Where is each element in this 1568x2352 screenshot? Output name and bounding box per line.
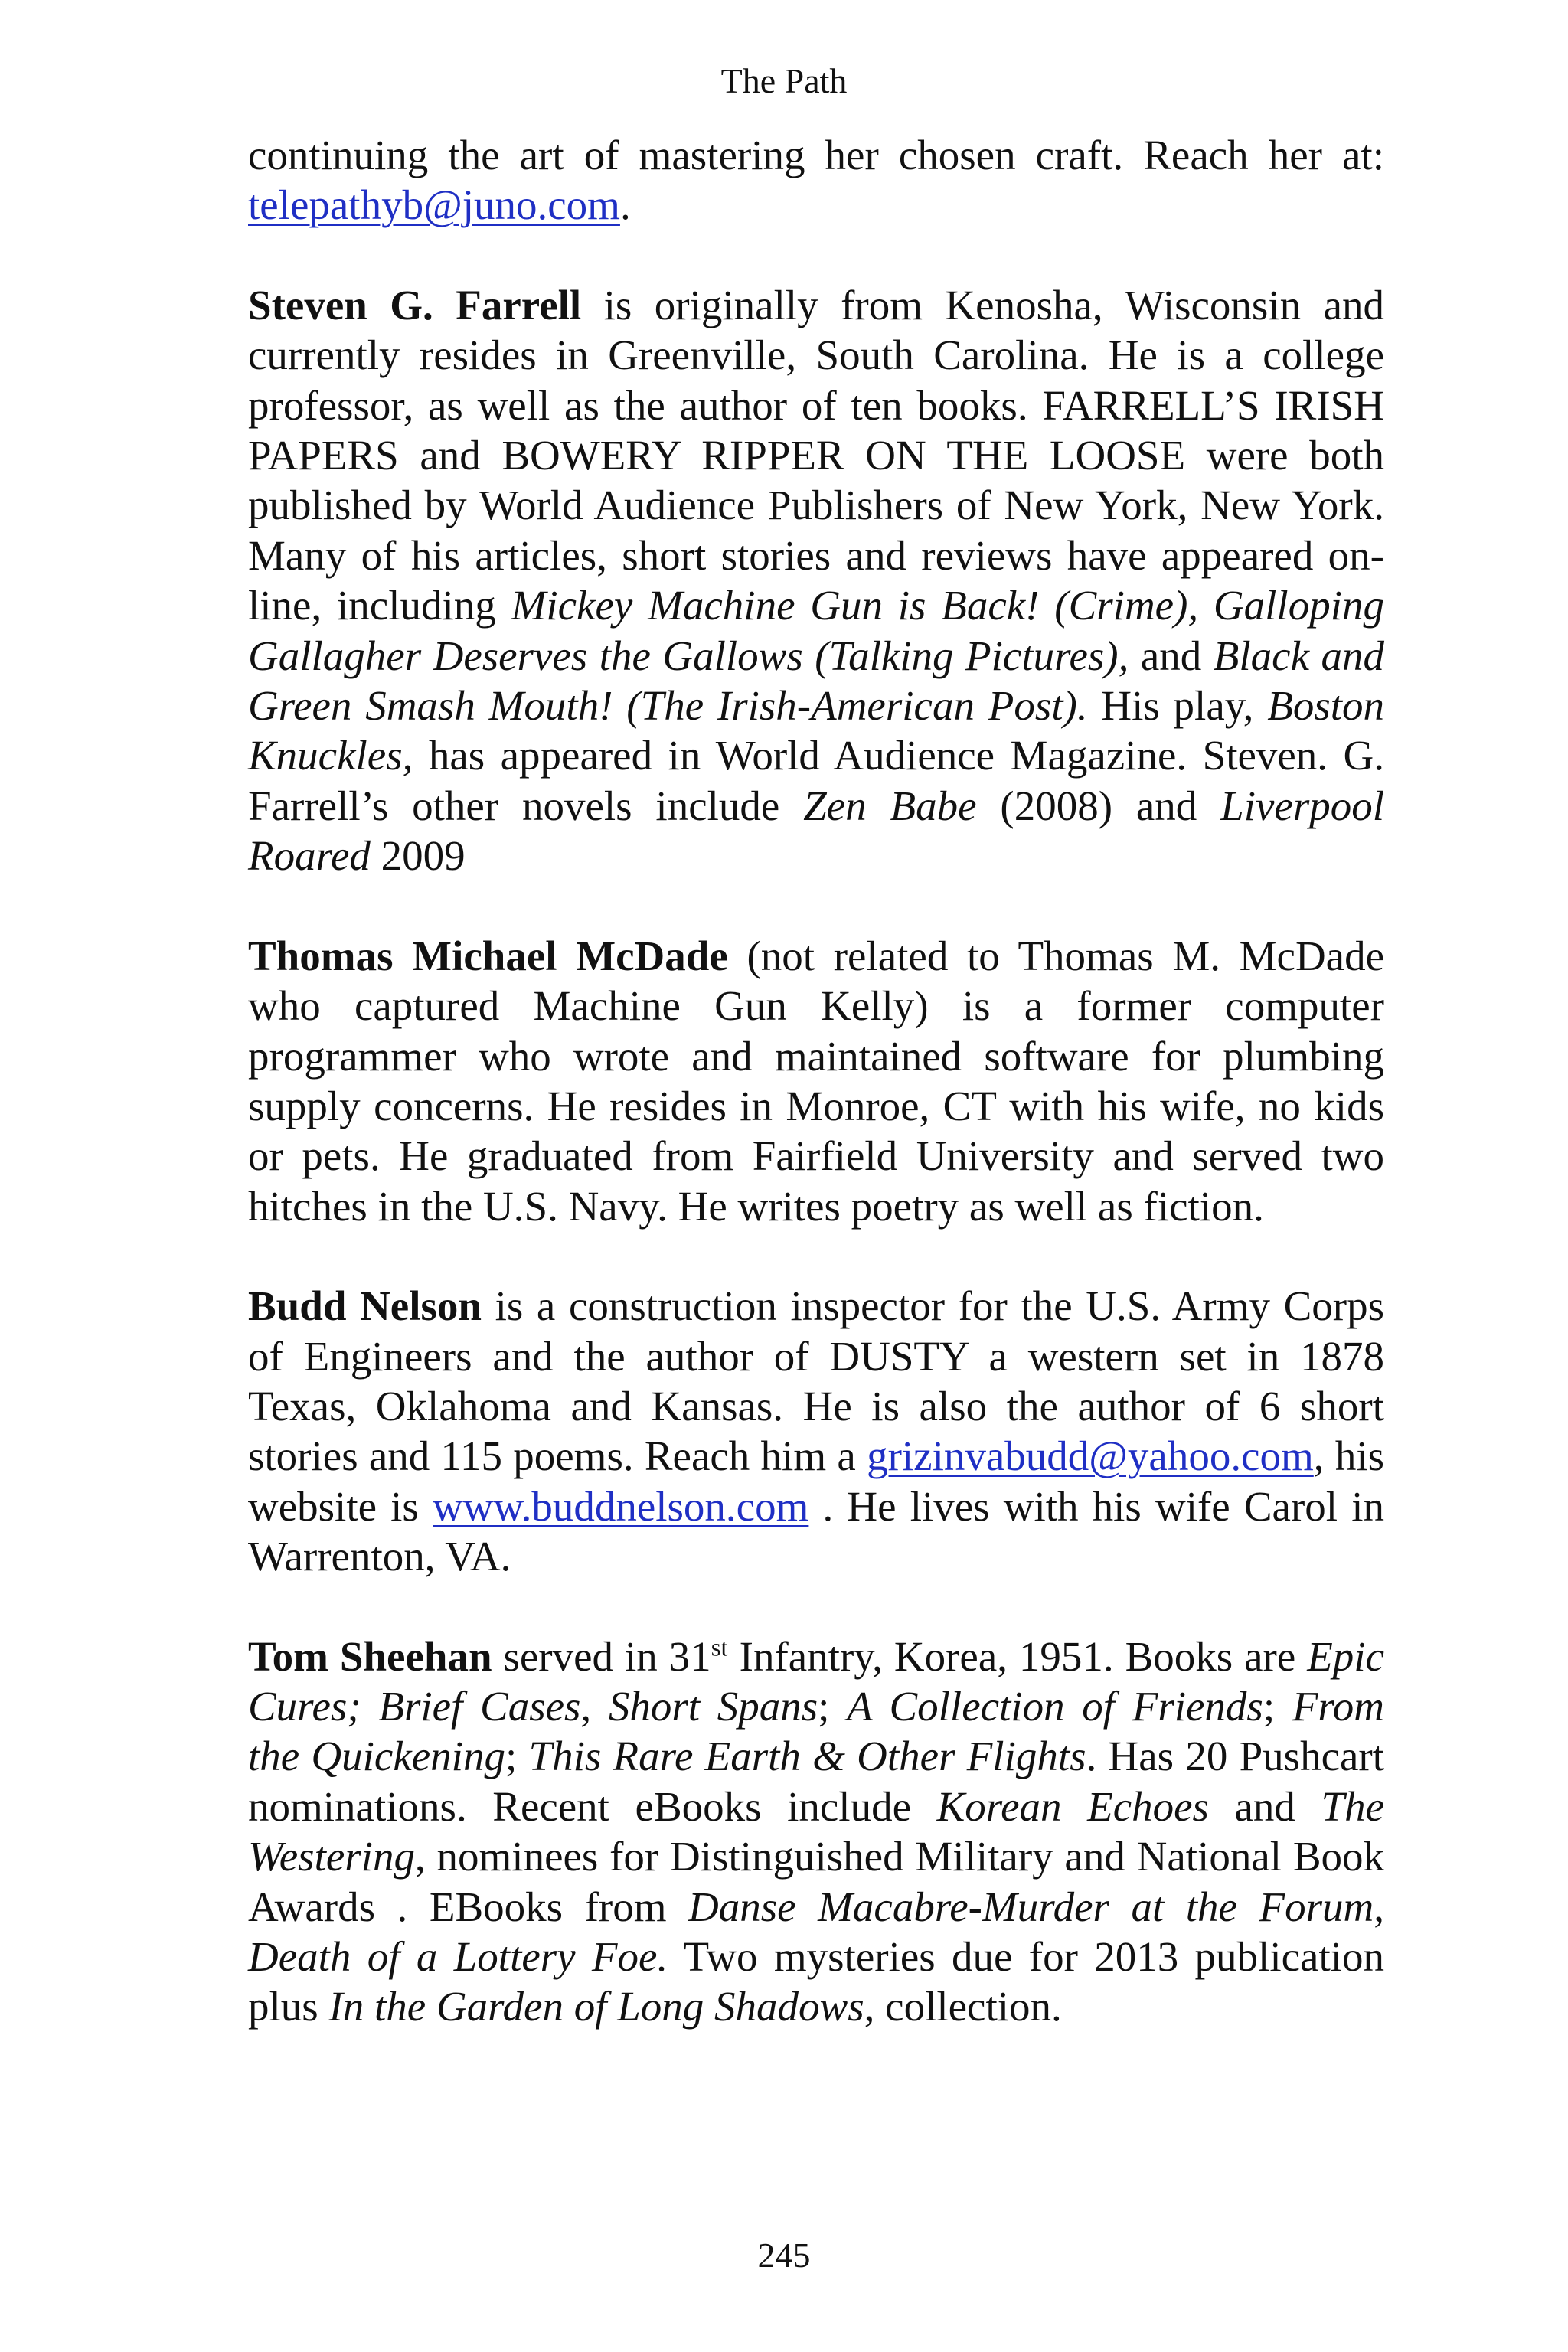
- bio-text: , collection.: [864, 1983, 1062, 2030]
- bio-budd-nelson: [248, 1281, 1384, 1581]
- running-head: The Path: [720, 61, 848, 100]
- italic-title: Zen Babe: [803, 782, 977, 829]
- bio-continued: [248, 130, 1384, 230]
- bio-text: has appeared in World Audience Magazine. Steven. G. Farrell’s other novels include: [248, 732, 1384, 829]
- bio-steven-farrell: [248, 280, 1384, 881]
- italic-title: In the Garden of Long Shadows: [328, 1983, 864, 2030]
- bio-text: is a construction inspector for the U.S. Army Corps of Engineers and the author of DUSTY a western set in 1878 Texas, Oklahoma and Kansas. He is also the author of 6 short stories and 115 poems. Reach him a: [248, 1282, 1384, 1480]
- italic-title: Death of a Lottery Foe.: [248, 1933, 668, 1980]
- bio-text: Infantry, Korea, 1951. Books are: [727, 1632, 1308, 1680]
- bio-text: . He lives with his wife Carol in Warrenton, VA.: [248, 1482, 1384, 1580]
- bio-text: continuing the art of mastering her chosen craft. Reach her at:: [248, 132, 1384, 178]
- italic-title: Korean Echoes: [936, 1782, 1209, 1830]
- italic-title: This Rare Earth & Other Flights: [528, 1733, 1086, 1780]
- bio-text: ;: [505, 1733, 529, 1780]
- italic-title: Epic Cures; Brief Cases, Short Spans: [248, 1632, 1384, 1730]
- contributor-name: Budd Nelson: [248, 1282, 482, 1330]
- bio-text: (not related to Thomas M. McDade who captured Machine Gun Kelly) is a former computer programmer who wrote and maintained software for plumbing supply concerns. He resides in Monroe, CT with his wife, no kids or pets. He graduated from Fairfield University and served two hitches in the U.S. Navy. He writes poetry as well as fiction.: [248, 932, 1384, 1230]
- bio-text: .: [619, 181, 631, 229]
- bio-text: ,: [1374, 1883, 1384, 1930]
- bio-text: ;: [818, 1682, 848, 1730]
- page-number: 245: [757, 2236, 811, 2275]
- bio-text: served in 31: [492, 1632, 711, 1680]
- italic-title: Liverpool Roared: [248, 782, 1385, 880]
- bio-text: . Has 20 Pushcart nominations. Recent eBooks include: [248, 1733, 1384, 1830]
- bio-text: and: [1129, 632, 1214, 679]
- bio-tom-sheehan: [248, 1632, 1384, 2032]
- bio-text: (2008) and: [976, 782, 1221, 829]
- website-link-buddnelson[interactable]: www.buddnelson.com: [433, 1482, 809, 1530]
- contributor-name: Steven G. Farrell: [248, 281, 582, 328]
- italic-title: The Westering: [248, 1782, 1384, 1880]
- bio-text: , his website is: [248, 1432, 1384, 1530]
- italic-title: Boston Knuckles,: [248, 682, 1384, 779]
- bio-text: Two mysteries due for 2013 publication plus: [248, 1933, 1385, 2030]
- italic-title: Black and Green Smash Mouth! (The Irish-American Post).: [248, 632, 1384, 730]
- bio-thomas-mcdade: [248, 931, 1384, 1231]
- italic-title: Danse Macabre-Murder at the Forum: [688, 1883, 1374, 1930]
- italic-title: From the Quickening: [248, 1682, 1385, 1780]
- italic-title: Mickey Machine Gun is Back! (Crime), Galloping Gallagher Deserves the Gallows (Talking Pictures),: [248, 582, 1384, 679]
- contributor-name: Thomas Michael McDade: [248, 932, 728, 979]
- contributor-notes: [248, 130, 1384, 2032]
- bio-text: , nominees for Distinguished Military and National Book Awards . EBooks from: [248, 1833, 1384, 1930]
- bio-text: 2009: [370, 832, 466, 880]
- email-link-telepathyb[interactable]: telepathyb@juno.com: [248, 181, 620, 229]
- bio-text: and: [1208, 1782, 1321, 1830]
- ordinal-suffix: st: [710, 1634, 728, 1662]
- italic-title: A Collection of Friends: [847, 1682, 1263, 1730]
- email-link-grizinvabudd[interactable]: grizinvabudd@yahoo.com: [867, 1432, 1314, 1480]
- bio-text: is originally from Kenosha, Wisconsin and currently resides in Greenville, South Carolina. He is a college professor, as well as the author of ten books. FARRELL’S IRISH PAPERS and BOWERY RIPPER ON THE LOOSE were both published by World Audience Publishers of New York, New York. Many of his articles, short stories and reviews have appeared on-line, including: [248, 281, 1384, 629]
- bio-text: ;: [1263, 1682, 1292, 1730]
- contributor-name: Tom Sheehan: [248, 1632, 492, 1680]
- bio-text: His play,: [1087, 682, 1268, 730]
